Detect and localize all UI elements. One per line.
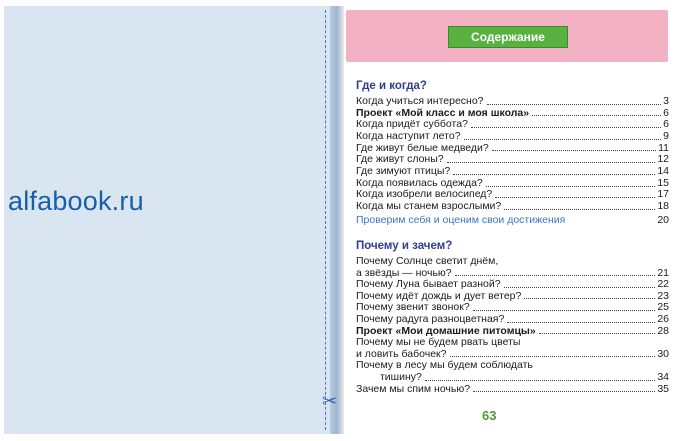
section-title-why: Почему и зачем? bbox=[356, 240, 453, 252]
leader-dots bbox=[492, 150, 656, 151]
toc-item[interactable] bbox=[356, 384, 669, 396]
toc-item-text: Когда придёт суббота? bbox=[356, 118, 468, 131]
toc-item[interactable] bbox=[356, 372, 669, 384]
toc-item-text: Где живут слоны? bbox=[356, 153, 444, 166]
toc-item-page: 17 bbox=[657, 188, 669, 201]
toc-item-page: 15 bbox=[657, 176, 669, 189]
toc-item-text: Почему радуга разноцветная? bbox=[356, 312, 505, 325]
toc-item-text: Почему Солнце светит днём, bbox=[356, 255, 499, 267]
toc-item-text: Проект «Мой класс и моя школа» bbox=[356, 106, 530, 119]
leader-dots bbox=[473, 391, 655, 392]
leader-dots bbox=[495, 197, 655, 198]
leader-dots bbox=[471, 127, 661, 128]
toc-item-page: 22 bbox=[657, 278, 669, 291]
toc-item-text: Где живут белые медведи? bbox=[356, 141, 489, 154]
toc-item-page: 34 bbox=[657, 370, 669, 383]
toc-item-page: 11 bbox=[658, 141, 669, 154]
cut-line bbox=[325, 10, 326, 430]
toc-item-text: Почему Луна бывает разной? bbox=[356, 278, 501, 291]
leader-dots bbox=[507, 322, 655, 323]
header-band bbox=[346, 10, 668, 62]
toc-item-page: 3 bbox=[663, 94, 669, 107]
toc-item-text: тишину? bbox=[380, 370, 422, 383]
toc-item[interactable] bbox=[356, 314, 669, 326]
leader-dots bbox=[486, 186, 656, 187]
leader-dots bbox=[524, 298, 655, 299]
toc-item-text: Когда учиться интересно? bbox=[356, 94, 484, 107]
toc-item-page: 25 bbox=[657, 301, 669, 314]
toc-item-text: а звёзды — ночью? bbox=[356, 266, 452, 279]
leader-dots bbox=[464, 139, 662, 140]
leader-dots bbox=[455, 275, 656, 276]
toc-list-why bbox=[356, 256, 669, 395]
toc-item-text: Проект «Мои домашние питомцы» bbox=[356, 324, 536, 337]
toc-item[interactable] bbox=[356, 131, 669, 143]
page-title: Содержание bbox=[448, 26, 568, 48]
toc-item-text: Когда изобрели велосипед? bbox=[356, 188, 493, 201]
toc-list-where-when bbox=[356, 96, 669, 227]
leader-dots bbox=[425, 380, 655, 381]
toc-item-page: 23 bbox=[657, 289, 669, 302]
section-title-where-when: Где и когда? bbox=[356, 80, 427, 92]
toc-item-page: 20 bbox=[657, 213, 669, 226]
leader-dots bbox=[504, 287, 656, 288]
toc-item-text: Зачем мы спим ночью? bbox=[356, 382, 471, 395]
toc-item-text: Когда мы станем взрослыми? bbox=[356, 200, 502, 213]
right-page bbox=[344, 6, 676, 434]
toc-item[interactable] bbox=[356, 201, 669, 213]
toc-item-page: 35 bbox=[657, 382, 669, 395]
toc-item-text: Проверим себя и оценим свои достижения bbox=[356, 213, 566, 226]
leader-dots bbox=[473, 310, 656, 311]
leader-dots bbox=[453, 174, 655, 175]
toc-item-page: 6 bbox=[663, 118, 669, 131]
toc-item-page: 12 bbox=[657, 153, 669, 166]
toc-item-page: 26 bbox=[657, 312, 669, 325]
toc-item-review[interactable] bbox=[356, 215, 669, 227]
watermark: alfabook.ru bbox=[8, 186, 144, 216]
toc-item-text: Почему в лесу мы будем соблюдать bbox=[356, 359, 533, 372]
toc-item[interactable] bbox=[356, 96, 669, 108]
toc-item-page: 18 bbox=[657, 200, 669, 213]
leader-dots bbox=[447, 162, 656, 163]
left-page bbox=[4, 6, 336, 434]
scissors-icon: ✂ bbox=[322, 391, 338, 411]
toc-item-page: 30 bbox=[657, 347, 669, 360]
leader-dots bbox=[504, 209, 655, 210]
toc-item-text: Почему мы не будем рвать цветы bbox=[356, 336, 521, 349]
leader-dots bbox=[487, 104, 662, 105]
toc-item-page: 21 bbox=[657, 266, 669, 279]
toc-item-text: Где зимуют птицы? bbox=[356, 165, 451, 178]
toc-item-page: 9 bbox=[663, 130, 669, 143]
page-number: 63 bbox=[482, 408, 497, 423]
toc-item[interactable] bbox=[356, 256, 669, 268]
toc-item-text: и ловить бабочек? bbox=[356, 347, 447, 360]
toc-item[interactable] bbox=[356, 337, 669, 349]
leader-dots bbox=[539, 333, 656, 334]
leader-dots bbox=[450, 356, 656, 357]
toc-item-text: Когда наступит лето? bbox=[356, 130, 461, 143]
toc-item-page: 14 bbox=[657, 165, 669, 178]
toc-item-text: Когда появилась одежда? bbox=[356, 176, 483, 189]
leader-dots bbox=[532, 115, 661, 116]
book-spine bbox=[330, 6, 344, 434]
toc-item-page: 6 bbox=[663, 106, 669, 119]
toc-item-text: Почему идёт дождь и дует ветер? bbox=[356, 289, 522, 302]
toc-item-text: Почему звенит звонок? bbox=[356, 301, 470, 314]
toc-item-page: 28 bbox=[657, 324, 669, 337]
